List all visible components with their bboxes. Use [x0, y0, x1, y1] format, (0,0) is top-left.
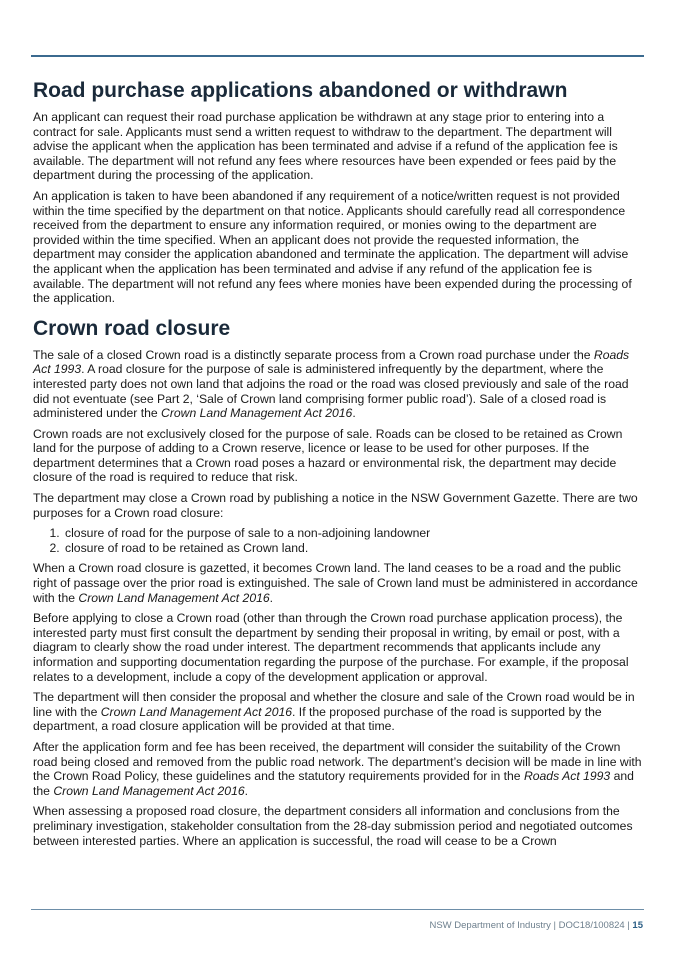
paragraph: Before applying to close a Crown road (other than through the Crown road purchase application process), the interested party must first consult the department by sending their proposal in writing, by email or post, with a diagram to clearly show the road under interest. The department recommends that applicants include any information and supporting documentation regarding the purpose of the purchase. For example, if the proposal relates to a development, include a copy of the development application or approval. [33, 611, 629, 684]
act-title: Roads Act 1993 [523, 769, 611, 784]
act-title: Crown Land Management Act 2016 [53, 783, 245, 798]
list-item: 2. closure of road to be retained as Crown land. [63, 541, 643, 556]
page-content [33, 78, 643, 854]
page-footer [429, 920, 643, 931]
paragraph: An applicant can request their road purchase application be withdrawn at any stage prior to entering into a contract for sale. Applicants must send a written request to withdraw to the department. The department will advise the applicant when the application has been terminated and advise if a refund of the application fee is available. The department will not refund any fees where resources have been expended or fees paid by the department during the processing of the application. [33, 110, 618, 183]
heading-abandoned-withdrawn: Road purchase applications abandoned or withdrawn [33, 79, 568, 102]
act-title: Roads Act 1993 [33, 347, 630, 377]
footer-rule [31, 909, 644, 910]
paragraph: The sale of a closed Crown road is a distinctly separate process from a Crown road purchase under the Roads Act 1993. A road closure for the purpose of sale is administered infrequently by the department, where the interested party does not own land that adjoins the road or the road was closed previously and sale of the road did not eventuate (see Part 2, ‘Sale of Crown land comprising former public road’). Sale of a closed road is administered under the Crown Land Management Act 2016. [33, 347, 630, 421]
closure-purposes-list [33, 526, 643, 555]
paragraph: Crown roads are not exclusively closed for the purpose of sale. Roads can be closed to be retained as Crown land for the purpose of adding to a Crown reserve, licence or lease to be used for other purposes. If the department determines that a Crown road poses a hazard or environmental risk, the department may decide closure of the road is required to reduce that risk. [33, 426, 623, 485]
paragraph: When assessing a proposed road closure, the department considers all information and conclusions from the preliminary investigation, stakeholder consultation from the 28-day submission period and negotiated outcomes between interested parties. Where an application is successful, the road will cease to be a Crown [33, 804, 633, 848]
act-title: Crown Land Management Act 2016 [100, 704, 293, 719]
heading-crown-road-closure: Crown road closure [33, 316, 231, 340]
header-rule [31, 55, 644, 57]
footer-text: NSW Department of Industry | DOC18/100824 | [429, 920, 633, 931]
paragraph: An application is taken to have been abandoned if any requirement of a notice/written request is not provided within the time specified by the department on that notice. Applicants should carefully read all correspondence received from the department to ensure any information required, or monies owing to the department are provided within the time specified. When an applicant does not provide the requested information, the department may consider the application abandoned and terminate the application. The department will advise the applicant when the application has been terminated and advise if any refund of the application fee is available. The department will not refund any fees where monies have been expended during the processing of the application. [33, 188, 632, 306]
paragraph: When a Crown road closure is gazetted, it becomes Crown land. The land ceases to be a road and the public right of passage over the prior road is extinguished. The sale of Crown land must be administered in accordance with the Crown Land Management Act 2016. [33, 561, 638, 605]
paragraph: The department will then consider the proposal and whether the closure and sale of the Crown road would be in line with the Crown Land Management Act 2016. If the proposed purchase of the road is supported by the department, a road closure application will be provided at that time. [33, 690, 635, 734]
act-title: Crown Land Management Act 2016 [161, 406, 353, 421]
page-number: 15 [632, 920, 643, 931]
paragraph: The department may close a Crown road by publishing a notice in the NSW Government Gazette. There are two purposes for a Crown road closure: [33, 491, 638, 520]
act-title: Crown Land Management Act 2016 [78, 590, 270, 605]
paragraph: After the application form and fee has been received, the department will consider the suitability of the Crown road being closed and removed from the public road network. The department’s decision will be made in line with the Crown Road Policy, these guidelines and the statutory requirements provided for in the Roads Act 1993 and the Crown Land Management Act 2016. [33, 739, 642, 798]
list-item: 1. closure of road for the purpose of sale to a non-adjoining landowner [63, 526, 643, 541]
